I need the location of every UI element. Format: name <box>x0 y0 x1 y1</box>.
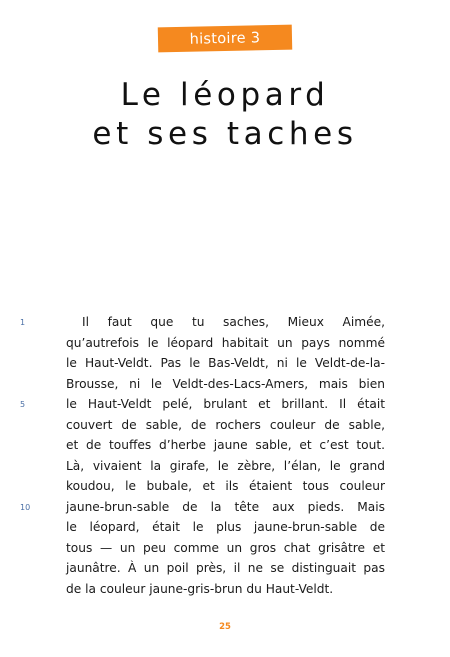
text-line-content: tous — un peu comme un gros chat grisâtre et <box>66 540 385 555</box>
text-line-content: jaune-brun-sable de la tête aux pieds. Mais <box>66 499 385 514</box>
text-line-content: et de touffes d’herbe jaune sable, et c’est tout. <box>66 438 385 452</box>
text-line-content: de la couleur jaune-gris-brun du Haut-Veldt. <box>66 581 334 596</box>
text-line <box>66 374 385 395</box>
story-number-label: histoire 3 <box>189 29 261 48</box>
text-line-content: Il faut que tu saches, Mieux Aimée, <box>82 315 385 329</box>
text-line-content: qu’autrefois le léopard habitait un pays nommé <box>66 335 385 350</box>
text-line-content: jaunâtre. À un poil près, il ne se distinguait pas <box>66 561 385 575</box>
text-line <box>66 353 385 374</box>
story-title-line-1: Le léopard <box>120 77 330 113</box>
text-line-content: couvert de sable, de rochers couleur de sable, <box>66 417 385 432</box>
text-line-content: le Haut-Veldt pelé, brulant et brillant. Il était <box>66 397 385 411</box>
text-line-content: Là, vivaient la girafe, le zèbre, l’élan, le grand <box>66 458 385 473</box>
line-number: 5 <box>20 400 26 409</box>
story-body-text <box>20 312 385 599</box>
text-line <box>20 394 385 415</box>
text-line <box>66 435 385 456</box>
text-line <box>66 579 385 600</box>
text-line <box>66 476 385 497</box>
text-line <box>66 333 385 354</box>
story-number-tag <box>158 25 292 53</box>
text-line <box>66 538 385 559</box>
text-line-content: Brousse, ni le Veldt-des-Lacs-Amers, mais bien <box>66 376 385 391</box>
text-line <box>66 456 385 477</box>
text-line <box>20 312 385 333</box>
page-number: 25 <box>219 622 231 632</box>
text-line <box>66 558 385 579</box>
text-line-content: koudou, le bubale, et ils étaient tous couleur <box>66 479 385 493</box>
text-line <box>20 497 385 518</box>
story-title-line-2: et ses taches <box>92 116 358 152</box>
line-number: 1 <box>20 318 26 327</box>
text-line <box>66 415 385 436</box>
text-line-content: le Haut-Veldt. Pas le Bas-Veldt, ni le Veldt-de-la- <box>66 356 385 370</box>
text-line-content: le léopard, était le plus jaune-brun-sable de <box>66 520 385 534</box>
text-line <box>66 517 385 538</box>
line-number: 10 <box>20 502 31 512</box>
